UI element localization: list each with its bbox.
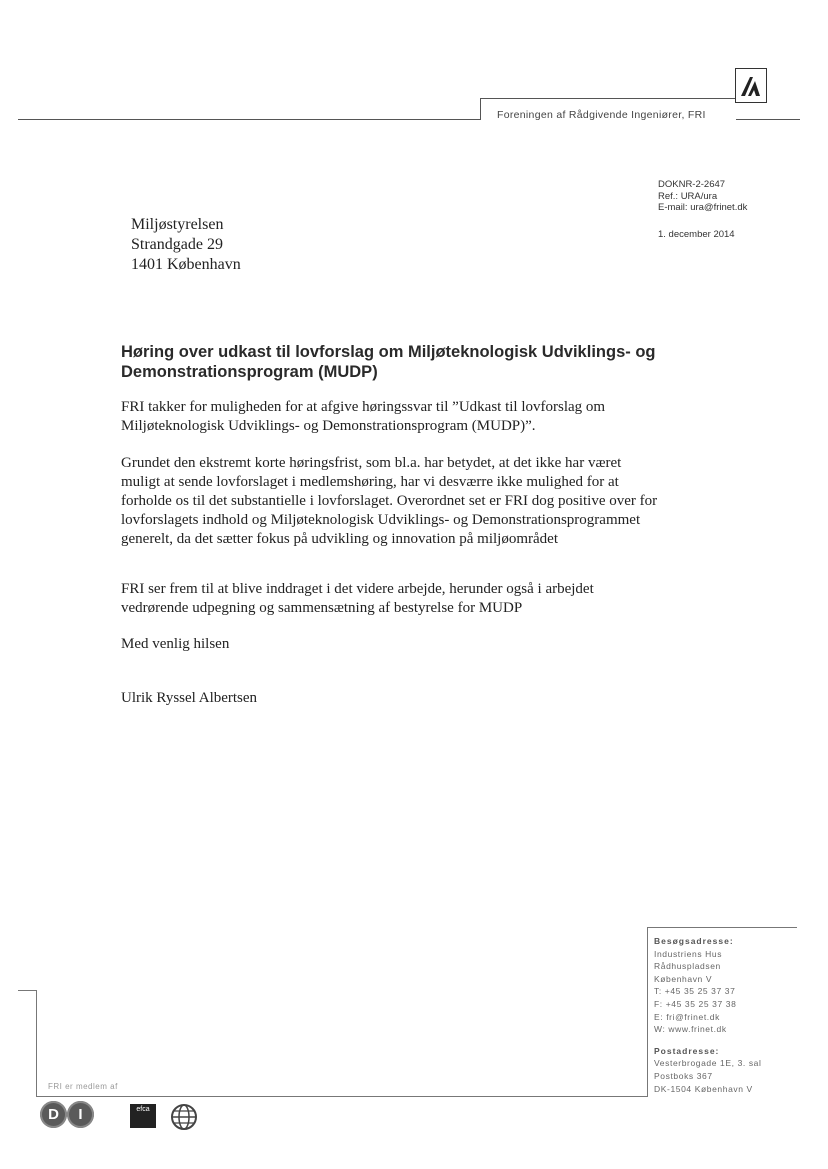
visit-line: T: +45 35 25 37 37: [654, 986, 736, 997]
closing: Med venlig hilsen: [121, 636, 230, 652]
email: E-mail: ura@frinet.dk: [658, 202, 748, 213]
member-note: FRI er medlem af: [48, 1082, 118, 1091]
header-rule-left: [18, 119, 480, 120]
visit-line: E: fri@frinet.dk: [654, 1011, 720, 1022]
letter-heading: Høring over udkast til lovforslag om Miljøteknologisk Udviklings- og Demonstrationsprogram (MUDP): [121, 343, 656, 381]
globe-icon: [170, 1103, 198, 1131]
paragraph-3: FRI ser frem til at blive inddraget i det videre arbejde, herunder også i arbejdet vedrørende udpegning og sammensætning af bestyrelse for MUDP: [121, 581, 594, 616]
postal-line: Postboks 367: [654, 1070, 713, 1081]
footer-rule-bottom: [36, 1096, 648, 1097]
di-logo-i: I: [67, 1101, 94, 1128]
paragraph-1: FRI takker for muligheden for at afgive høringssvar til ”Udkast til lovforslag om Miljøteknologisk Udviklings- og Demonstrationsprogram (MUDP)”.: [121, 399, 606, 434]
header-rule-top: [480, 98, 736, 99]
recipient-city: 1401 København: [131, 256, 241, 273]
letter-date: 1. december 2014: [658, 229, 735, 240]
fri-logo-icon: [736, 69, 766, 102]
reference: Ref.: URA/ura: [658, 190, 718, 202]
recipient-street: Strandgade 29: [131, 236, 223, 253]
recipient-address: [131, 215, 241, 275]
visit-line: København V: [654, 973, 713, 984]
doc-number: DOKNR-2-2647: [658, 179, 726, 190]
footer-rule-left-tick: [18, 990, 37, 991]
footer-address: [654, 935, 762, 1095]
footer-rule-left-vertical: [36, 990, 37, 1097]
visit-line: Rådhuspladsen: [654, 961, 721, 972]
footer-rule-vertical: [647, 927, 648, 1097]
efca-logo: [130, 1104, 156, 1128]
visit-line: W: www.frinet.dk: [654, 1024, 727, 1035]
recipient-name: Miljøstyrelsen: [131, 216, 224, 233]
postal-line: Vesterbrogade 1E, 3. sal: [654, 1058, 762, 1069]
header-rule-step: [480, 98, 481, 120]
postal-address-label: Postadresse:: [654, 1045, 720, 1056]
header-organization: Foreningen af Rådgivende Ingeniører, FRI: [497, 109, 706, 121]
visit-address-label: Besøgsadresse:: [654, 936, 734, 946]
efca-logo-text: efca: [136, 1106, 150, 1113]
visit-line: Industriens Hus: [654, 948, 723, 959]
paragraph-2: Grundet den ekstremt korte høringsfrist, som bl.a. har betydet, at det ikke har været muligt at sende lovforslaget i medlemshøring, har vi desværre ikke mulighed for at forholde os til det substantielle i lovforslaget. Overordnet set er FRI dog positive over for lovforslagets indhold og Miljøteknologisk Udviklings- og Demonstrationsprogrammet generelt, da det sætter fokus på udvikling og innovation på miljøområdet: [121, 455, 658, 547]
visit-line: F: +45 35 25 37 38: [654, 998, 737, 1009]
di-logo-d: D: [40, 1101, 67, 1128]
header-rule-right: [736, 119, 800, 120]
postal-line: DK-1504 København V: [654, 1083, 753, 1094]
document-meta: [658, 179, 747, 214]
signature-name: Ulrik Ryssel Albertsen: [121, 690, 258, 706]
footer-rule-top: [647, 927, 797, 928]
fri-logo: [735, 68, 767, 103]
